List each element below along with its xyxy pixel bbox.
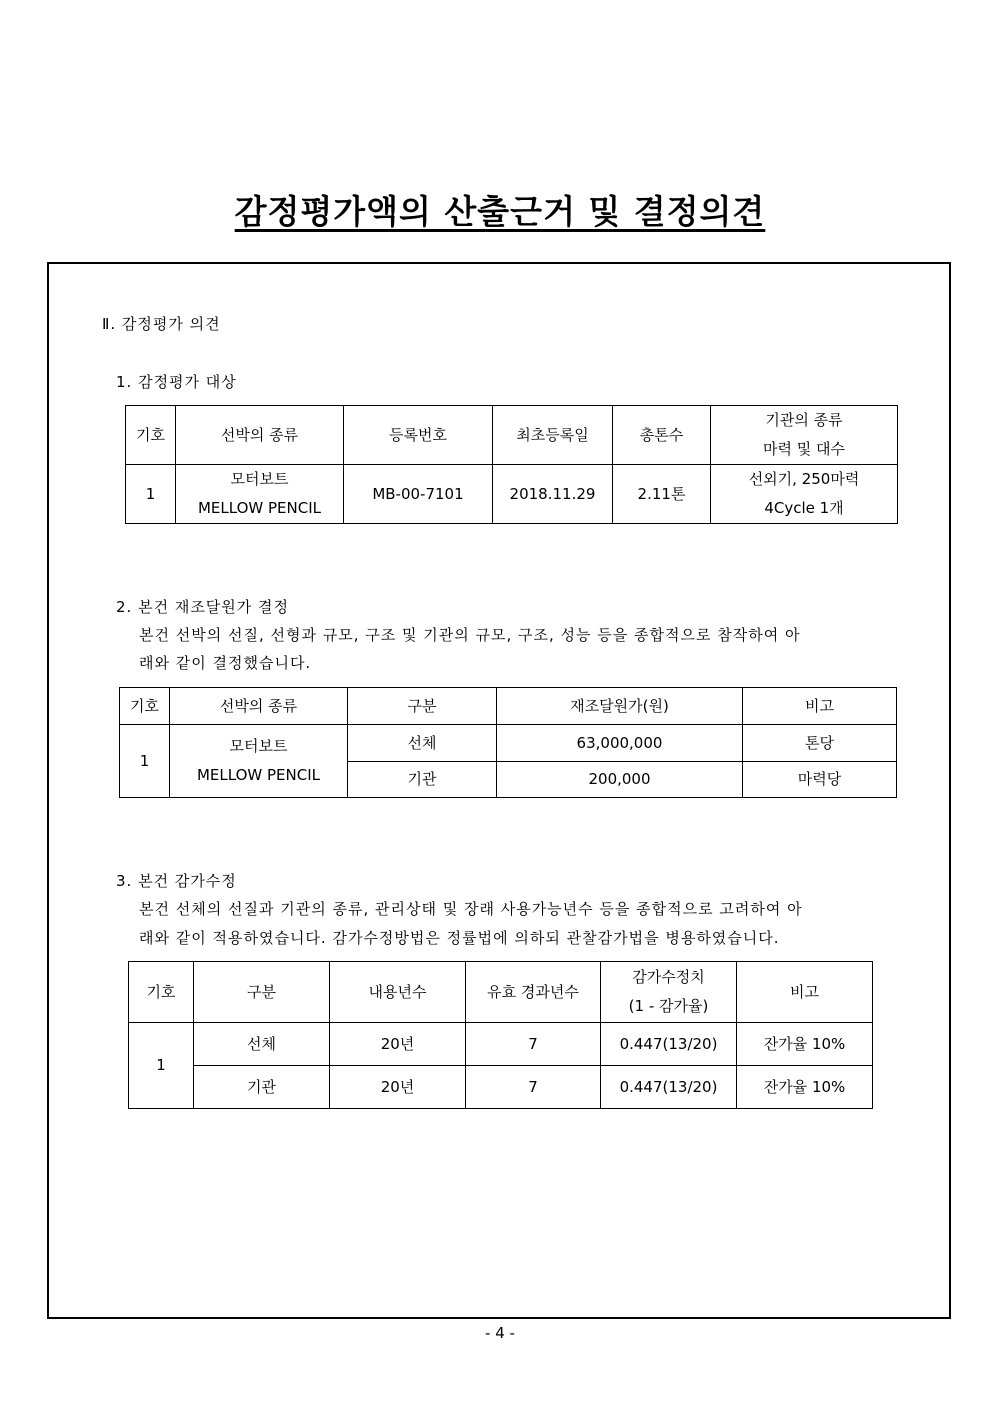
s3-table: [128, 961, 873, 1109]
s2-h-type: 선박의 종류: [170, 688, 348, 725]
s3-h-kind: 구분: [194, 962, 330, 1023]
s3-cell-note-engine: 잔가율 10%: [737, 1066, 873, 1109]
s1-type-line2: MELLOW PENCIL: [197, 499, 321, 517]
s3-cell-kind-hull: 선체: [194, 1023, 330, 1066]
s1-cell-no: 1: [126, 465, 176, 524]
s2-cell-note-engine: 마력당: [743, 762, 897, 798]
s1-h-type: 선박의 종류: [176, 406, 344, 465]
s3-cell-note-hull: 잔가율 10%: [737, 1023, 873, 1066]
s2-h-note: 비고: [743, 688, 897, 725]
s1-h-ton: 총톤수: [613, 406, 711, 465]
s3-cell-elapsed-engine: 7: [466, 1066, 601, 1109]
s1-h-engine-line2: 마력 및 대수: [763, 440, 845, 458]
s2-h-kind: 구분: [348, 688, 497, 725]
s3-h-life: 내용년수: [330, 962, 466, 1023]
s2-paragraph-line2: 래와 같이 결정했습니다.: [139, 654, 312, 672]
s3-h-note: 비고: [737, 962, 873, 1023]
s1-type-line1: 모터보트: [230, 470, 289, 488]
s1-engine-line1: 선외기, 250마력: [748, 470, 860, 488]
s3-cell-life-engine: 20년: [330, 1066, 466, 1109]
s3-paragraph-line2: 래와 같이 적용하였습니다. 감가수정방법은 정률법에 의하되 관찰감가법을 병용하였습니다.: [139, 929, 780, 947]
s2-cell-note-hull: 톤당: [743, 725, 897, 762]
s2-cell-cost-hull: 63,000,000: [497, 725, 743, 762]
s2-table: [119, 687, 897, 798]
s3-cell-factor-hull: 0.447(13/20): [601, 1023, 737, 1066]
s3-h-factor-line2: (1 - 감가율): [628, 997, 709, 1015]
section-heading: Ⅱ. 감정평가 의견: [102, 315, 221, 333]
s2-cell-no: 1: [120, 725, 170, 798]
page-title: 감정평가액의 산출근거 및 결정의견: [234, 192, 766, 231]
s2-heading: 2. 본건 재조달원가 결정: [116, 598, 290, 616]
s3-h-no: 기호: [129, 962, 194, 1023]
s1-h-engine-line1: 기관의 종류: [765, 411, 843, 429]
s2-cell-kind-hull: 선체: [348, 725, 497, 762]
s1-h-engine: [711, 406, 898, 465]
s1-cell-date: 2018.11.29: [493, 465, 613, 524]
s1-heading: 1. 감정평가 대상: [116, 373, 237, 391]
s1-cell-ton: 2.11톤: [613, 465, 711, 524]
s1-cell-reg: MB-00-7101: [344, 465, 493, 524]
s3-h-factor-line1: 감가수정치: [632, 968, 705, 986]
s2-paragraph-line1: 본건 선박의 선질, 선형과 규모, 구조 및 기관의 규모, 구조, 성능 등을 종합적으로 참작하여 아: [139, 626, 801, 644]
s3-heading: 3. 본건 감가수정: [116, 872, 237, 890]
s3-cell-life-hull: 20년: [330, 1023, 466, 1066]
s2-cell-kind-engine: 기관: [348, 762, 497, 798]
s3-h-factor: [601, 962, 737, 1023]
s1-engine-line2: 4Cycle 1개: [764, 499, 844, 517]
s2-type-line2: MELLOW PENCIL: [196, 766, 320, 784]
s3-cell-no: 1: [129, 1023, 194, 1109]
page-number: - 4 -: [485, 1324, 515, 1342]
s2-h-no: 기호: [120, 688, 170, 725]
s1-h-date: 최초등록일: [493, 406, 613, 465]
s2-type-line1: 모터보트: [229, 737, 288, 755]
s3-paragraph-line1: 본건 선체의 선질과 기관의 종류, 관리상태 및 장래 사용가능년수 등을 종합적으로 고려하여 아: [139, 900, 803, 918]
s1-h-reg: 등록번호: [344, 406, 493, 465]
s3-h-elapsed: 유효 경과년수: [466, 962, 601, 1023]
s2-cell-type: [170, 725, 348, 798]
s3-cell-kind-engine: 기관: [194, 1066, 330, 1109]
s2-h-cost: 재조달원가(원): [497, 688, 743, 725]
s3-cell-elapsed-hull: 7: [466, 1023, 601, 1066]
s1-h-no: 기호: [126, 406, 176, 465]
s2-cell-cost-engine: 200,000: [497, 762, 743, 798]
s1-table: [125, 405, 898, 524]
s1-cell-engine: [711, 465, 898, 524]
s1-cell-type: [176, 465, 344, 524]
s3-cell-factor-engine: 0.447(13/20): [601, 1066, 737, 1109]
